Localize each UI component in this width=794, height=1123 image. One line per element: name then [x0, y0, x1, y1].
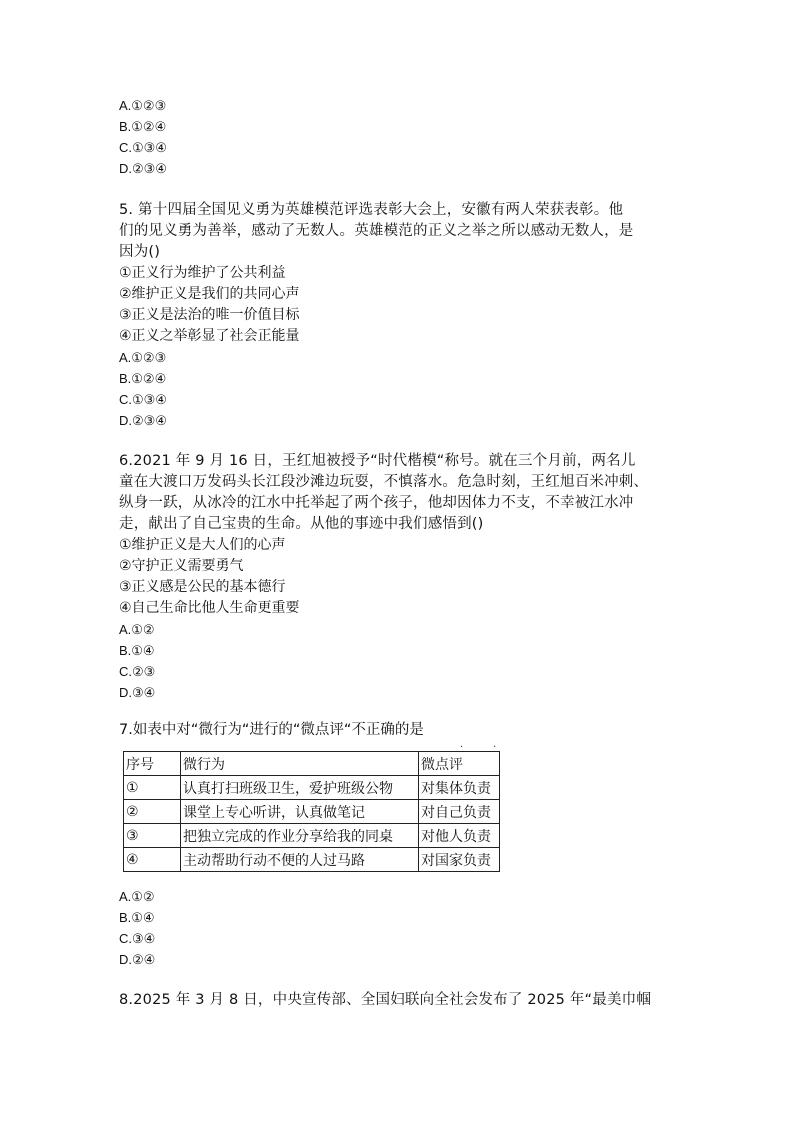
q8-stem-line-1: 8.2025 年 3 月 8 日，中央宣传部、全国妇联向全社会发布了 2025 年“最美巾帼 [119, 992, 652, 1008]
table-header-cell: 微点评 [419, 752, 500, 776]
q5-stem-line-1: 5. 第十四届全国见义勇为英雄模范评选表彰大会上，安徽有两人荣获表彰。他 [119, 202, 624, 218]
question-5 [119, 200, 679, 431]
q5-statement-4: ④正义之举彰显了社会正能量 [119, 328, 300, 344]
q6-statement-1: ①维护正义是大人们的心声 [119, 537, 286, 553]
table-row [124, 776, 500, 800]
table-cell: 把独立完成的作业分享给我的同桌 [181, 824, 419, 848]
q5-statement-1: ①正义行为维护了公共利益 [119, 265, 286, 281]
q7-option-d: D.②④ [119, 952, 156, 967]
q4-option-b: B.①②④ [119, 119, 167, 134]
table-header-cell: 序号 [124, 752, 181, 776]
q5-stem-line-3: 因为() [119, 244, 161, 260]
q6-option-c: C.②③ [119, 664, 156, 679]
q7-stem: 7.如表中对“微行为“进行的“微点评“不正确的是 [119, 722, 424, 738]
q4-options [119, 95, 679, 179]
q5-stem-line-2: 们的见义勇为善举，感动了无数人。英雄模范的正义之举之所以感动无数人，是 [119, 223, 634, 239]
question-6 [119, 451, 679, 703]
q6-statement-4: ④自己生命比他人生命更重要 [119, 600, 300, 616]
q5-option-c: C.①③④ [119, 392, 167, 407]
q4-option-a: A.①②③ [119, 98, 167, 113]
table-row [124, 800, 500, 824]
table-cell: 课堂上专心听讲，认真做笔记 [181, 800, 419, 824]
q6-stem-line-3: 纵身一跃，从冰冷的江水中托举起了两个孩子，他却因体力不支，不幸被江水冲 [119, 495, 634, 511]
q4-option-c: C.①③④ [119, 140, 167, 155]
table-cell: ① [124, 776, 181, 800]
q7-options [119, 886, 679, 970]
micro-behavior-table [123, 751, 500, 872]
q6-option-a: A.①② [119, 622, 155, 637]
q6-option-d: D.③④ [119, 685, 156, 700]
q7-option-b: B.①④ [119, 910, 155, 925]
q7-option-c: C.③④ [119, 931, 156, 946]
table-cell: 对国家负责 [419, 848, 500, 872]
q6-stem-line-4: 走，献出了自己宝贵的生命。从他的事迹中我们感悟到() [119, 516, 484, 532]
table-header-cell: 微行为 [181, 752, 419, 776]
table-cell: ③ [124, 824, 181, 848]
q6-stem-line-2: 童在大渡口万发码头长江段沙滩边玩耍，不慎落水。危急时刻，王红旭百米冲刺、 [119, 474, 649, 490]
table-cell: 认真打扫班级卫生，爱护班级公物 [181, 776, 419, 800]
table-header-row [124, 752, 500, 776]
q5-statement-2: ②维护正义是我们的共同心声 [119, 286, 300, 302]
table-cell: 对自己负责 [419, 800, 500, 824]
q6-stem-line-1: 6.2021 年 9 月 16 日，王红旭被授予“时代楷模“称号。就在三个月前，两名儿 [119, 453, 636, 469]
table-cell: 对集体负责 [419, 776, 500, 800]
q7-option-a: A.①② [119, 889, 155, 904]
q5-statement-3: ③正义是法治的唯一价值目标 [119, 307, 300, 323]
table-cell: ② [124, 800, 181, 824]
q6-statement-3: ③正义感是公民的基本德行 [119, 579, 286, 595]
table-row [124, 824, 500, 848]
decorative-dots: ·· [460, 742, 527, 753]
q5-option-b: B.①②④ [119, 371, 167, 386]
q4-option-d: D.②③④ [119, 161, 167, 176]
table-cell: 对他人负责 [419, 824, 500, 848]
table-cell: 主动帮助行动不便的人过马路 [181, 848, 419, 872]
q6-option-b: B.①④ [119, 643, 155, 658]
q5-option-d: D.②③④ [119, 413, 167, 428]
q5-option-a: A.①②③ [119, 350, 167, 365]
question-8 [119, 990, 679, 1011]
table-row [124, 848, 500, 872]
q6-statement-2: ②守护正义需要勇气 [119, 558, 244, 574]
table-cell: ④ [124, 848, 181, 872]
question-7 [119, 720, 679, 741]
